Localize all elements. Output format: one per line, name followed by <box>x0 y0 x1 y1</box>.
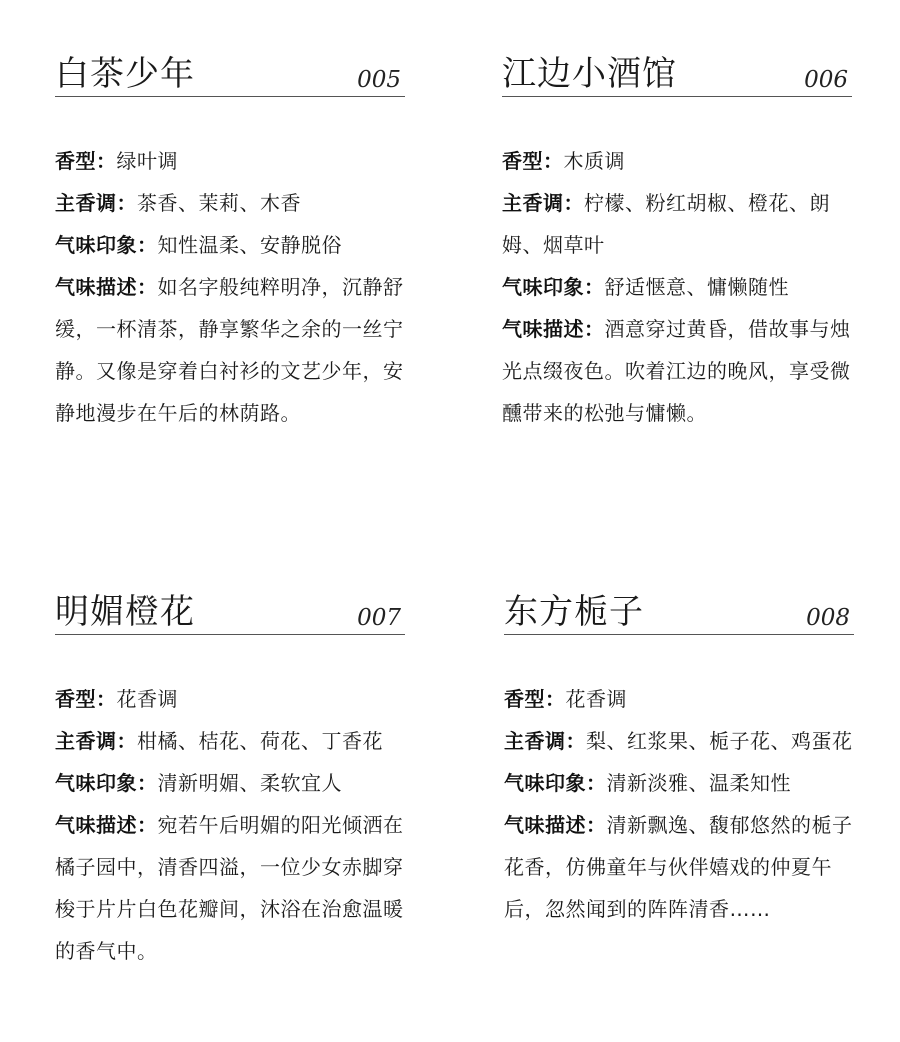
fragrance-card <box>504 590 854 930</box>
type-row <box>55 678 405 720</box>
card-number: 005 <box>357 67 401 93</box>
card-header <box>55 52 405 97</box>
type-label: 香型： <box>502 149 564 173</box>
card-header <box>55 590 405 635</box>
impression-row <box>502 266 852 308</box>
notes-value: 梨、红浆果、栀子花、鸡蛋花 <box>586 729 853 753</box>
card-body <box>55 140 405 434</box>
type-row <box>55 140 405 182</box>
fragrance-card <box>55 52 405 434</box>
description-row <box>55 804 405 972</box>
card-body <box>55 678 405 972</box>
description-row <box>502 308 852 434</box>
notes-row <box>504 720 854 762</box>
notes-label: 主香调： <box>502 191 584 215</box>
type-row <box>504 678 854 720</box>
impression-value: 舒适惬意、慵懒随性 <box>604 275 789 299</box>
notes-label: 主香调： <box>504 729 586 753</box>
notes-row <box>502 182 852 266</box>
card-number: 007 <box>357 605 401 631</box>
impression-value: 清新明媚、柔软宜人 <box>157 771 342 795</box>
type-value: 绿叶调 <box>116 149 178 173</box>
card-body <box>502 140 852 434</box>
description-label: 气味描述： <box>55 275 158 299</box>
card-title: 明媚橙花 <box>55 592 195 632</box>
type-label: 香型： <box>55 149 117 173</box>
type-label: 香型： <box>55 687 117 711</box>
fragrance-card <box>502 52 852 434</box>
type-row <box>502 140 852 182</box>
description-value: 宛若午后明媚的阳光倾洒在橘子园中，清香四溢，一位少女赤脚穿梭于片片白色花瓣间，沐浴在治愈温暖的香气中。 <box>55 813 404 963</box>
impression-row <box>504 762 854 804</box>
impression-value: 知性温柔、安静脱俗 <box>157 233 342 257</box>
fragrance-card <box>55 590 405 972</box>
card-title: 东方栀子 <box>504 592 644 632</box>
notes-label: 主香调： <box>55 729 137 753</box>
description-value: 清新飘逸、馥郁悠然的栀子花香，仿佛童年与伙伴嬉戏的仲夏午后，忽然闻到的阵阵清香…… <box>504 813 853 921</box>
card-number: 008 <box>806 605 850 631</box>
impression-row <box>55 762 405 804</box>
card-header <box>504 590 854 635</box>
type-label: 香型： <box>504 687 566 711</box>
notes-row <box>55 720 405 762</box>
card-number: 006 <box>804 67 848 93</box>
type-value: 花香调 <box>565 687 627 711</box>
description-label: 气味描述： <box>504 813 607 837</box>
notes-value: 柑橘、桔花、荷花、丁香花 <box>137 729 383 753</box>
notes-value: 柠檬、粉红胡椒、橙花、朗姆、烟草叶 <box>502 191 830 257</box>
type-value: 花香调 <box>116 687 178 711</box>
impression-row <box>55 224 405 266</box>
type-value: 木质调 <box>563 149 625 173</box>
description-label: 气味描述： <box>55 813 158 837</box>
impression-label: 气味印象： <box>55 771 158 795</box>
impression-label: 气味印象： <box>55 233 158 257</box>
notes-value: 茶香、茉莉、木香 <box>137 191 301 215</box>
impression-value: 清新淡雅、温柔知性 <box>606 771 791 795</box>
description-value: 如名字般纯粹明净，沉静舒缓，一杯清茶，静享繁华之余的一丝宁静。又像是穿着白衬衫的文艺少年，安静地漫步在午后的林荫路。 <box>55 275 404 425</box>
description-label: 气味描述： <box>502 317 605 341</box>
card-title: 江边小酒馆 <box>502 54 677 94</box>
card-body <box>504 678 854 930</box>
impression-label: 气味印象： <box>502 275 605 299</box>
card-title: 白茶少年 <box>55 54 195 94</box>
card-header <box>502 52 852 97</box>
impression-label: 气味印象： <box>504 771 607 795</box>
description-row <box>504 804 854 930</box>
description-row <box>55 266 405 434</box>
notes-row <box>55 182 405 224</box>
notes-label: 主香调： <box>55 191 137 215</box>
description-value: 酒意穿过黄昏，借故事与烛光点缀夜色。吹着江边的晚风，享受微醺带来的松弛与慵懒。 <box>502 317 851 425</box>
